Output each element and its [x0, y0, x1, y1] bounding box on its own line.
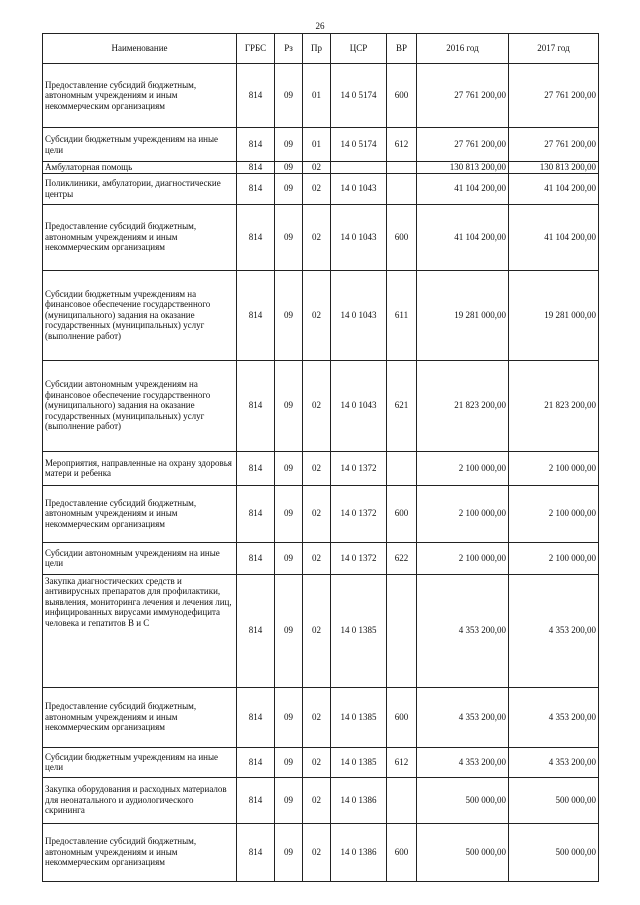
- row-amount-2016: 27 761 200,00: [417, 64, 509, 128]
- row-amount-2017: 41 104 200,00: [509, 173, 599, 204]
- row-name: Мероприятия, направленные на охрану здоровья матери и ребенка: [43, 451, 237, 485]
- row-amount-2017: 27 761 200,00: [509, 128, 599, 162]
- row-pr: 02: [303, 485, 331, 542]
- row-pr: 02: [303, 162, 331, 174]
- row-amount-2017: 500 000,00: [509, 777, 599, 823]
- row-amount-2016: 41 104 200,00: [417, 173, 509, 204]
- row-pr: 02: [303, 204, 331, 270]
- row-pr: 02: [303, 823, 331, 881]
- table-row: [43, 687, 599, 747]
- row-amount-2016: 4 353 200,00: [417, 747, 509, 777]
- column-header-vr: ВР: [387, 34, 417, 64]
- row-amount-2017: 4 353 200,00: [509, 687, 599, 747]
- row-amount-2016: 2 100 000,00: [417, 542, 509, 574]
- row-name: Предоставление субсидий бюджетным, автономным учреждениям и иным некоммерческим организациям: [43, 485, 237, 542]
- row-rz: 09: [275, 360, 303, 451]
- table-row: [43, 485, 599, 542]
- row-csr: [331, 162, 387, 174]
- row-amount-2017: 27 761 200,00: [509, 64, 599, 128]
- row-csr: 14 0 1386: [331, 823, 387, 881]
- row-vr: 600: [387, 485, 417, 542]
- row-rz: 09: [275, 485, 303, 542]
- row-grbs: 814: [237, 360, 275, 451]
- row-amount-2016: 2 100 000,00: [417, 451, 509, 485]
- row-vr: 600: [387, 687, 417, 747]
- row-grbs: 814: [237, 574, 275, 687]
- row-csr: 14 0 1043: [331, 270, 387, 360]
- row-rz: 09: [275, 574, 303, 687]
- table-row: [43, 574, 599, 687]
- row-amount-2016: 21 823 200,00: [417, 360, 509, 451]
- row-name: Субсидии автономным учреждениям на иные цели: [43, 542, 237, 574]
- row-csr: 14 0 1385: [331, 574, 387, 687]
- row-rz: 09: [275, 687, 303, 747]
- budget-table: [42, 33, 599, 882]
- column-header-name: Наименование: [43, 34, 237, 64]
- row-name: Предоставление субсидий бюджетным, автономным учреждениям и иным некоммерческим организациям: [43, 823, 237, 881]
- row-name: Предоставление субсидий бюджетным, автономным учреждениям и иным некоммерческим организациям: [43, 687, 237, 747]
- row-amount-2016: 500 000,00: [417, 777, 509, 823]
- row-amount-2016: 4 353 200,00: [417, 687, 509, 747]
- row-grbs: 814: [237, 823, 275, 881]
- row-pr: 02: [303, 747, 331, 777]
- row-csr: 14 0 1372: [331, 485, 387, 542]
- row-amount-2017: 2 100 000,00: [509, 451, 599, 485]
- row-amount-2017: 21 823 200,00: [509, 360, 599, 451]
- row-name: Поликлиники, амбулатории, диагностические центры: [43, 173, 237, 204]
- row-pr: 02: [303, 777, 331, 823]
- row-amount-2017: 2 100 000,00: [509, 485, 599, 542]
- row-name: Субсидии бюджетным учреждениям на иные цели: [43, 747, 237, 777]
- row-vr: 600: [387, 823, 417, 881]
- row-amount-2017: 130 813 200,00: [509, 162, 599, 174]
- table-row: [43, 128, 599, 162]
- row-rz: 09: [275, 173, 303, 204]
- row-csr: 14 0 1043: [331, 173, 387, 204]
- column-header-pr: Пр: [303, 34, 331, 64]
- table-row: [43, 451, 599, 485]
- row-csr: 14 0 1386: [331, 777, 387, 823]
- row-grbs: 814: [237, 542, 275, 574]
- row-name: Закупка диагностических средств и антивирусных препаратов для профилактики, выявления, мониторинга лечения и лечения лиц, инфицированных вирусами иммунодефицита человека и гепатитов В и С: [43, 574, 237, 687]
- table-row: [43, 204, 599, 270]
- row-rz: 09: [275, 64, 303, 128]
- row-grbs: 814: [237, 747, 275, 777]
- table-row: [43, 270, 599, 360]
- row-csr: 14 0 1385: [331, 687, 387, 747]
- row-amount-2017: 4 353 200,00: [509, 747, 599, 777]
- column-header-rz: Рз: [275, 34, 303, 64]
- table-row: [43, 777, 599, 823]
- row-pr: 02: [303, 173, 331, 204]
- row-grbs: 814: [237, 777, 275, 823]
- row-rz: 09: [275, 204, 303, 270]
- table-row: [43, 823, 599, 881]
- row-rz: 09: [275, 823, 303, 881]
- row-rz: 09: [275, 747, 303, 777]
- row-name: Предоставление субсидий бюджетным, автономным учреждениям и иным некоммерческим организациям: [43, 204, 237, 270]
- row-amount-2017: 4 353 200,00: [509, 574, 599, 687]
- row-grbs: 814: [237, 204, 275, 270]
- row-csr: 14 0 1043: [331, 204, 387, 270]
- row-rz: 09: [275, 542, 303, 574]
- row-amount-2017: 500 000,00: [509, 823, 599, 881]
- row-csr: 14 0 1385: [331, 747, 387, 777]
- row-vr: [387, 777, 417, 823]
- row-name: Закупка оборудования и расходных материалов для неонатального и аудиологического скрининга: [43, 777, 237, 823]
- table-header-row: [43, 34, 599, 64]
- row-amount-2016: 27 761 200,00: [417, 128, 509, 162]
- row-pr: 02: [303, 270, 331, 360]
- row-amount-2016: 500 000,00: [417, 823, 509, 881]
- row-grbs: 814: [237, 687, 275, 747]
- row-csr: 14 0 5174: [331, 64, 387, 128]
- column-header-2016: 2016 год: [417, 34, 509, 64]
- row-amount-2016: 19 281 000,00: [417, 270, 509, 360]
- column-header-2017: 2017 год: [509, 34, 599, 64]
- row-amount-2016: 130 813 200,00: [417, 162, 509, 174]
- table-row: [43, 162, 599, 174]
- row-vr: [387, 451, 417, 485]
- row-rz: 09: [275, 451, 303, 485]
- row-pr: 02: [303, 687, 331, 747]
- row-grbs: 814: [237, 485, 275, 542]
- row-vr: 612: [387, 747, 417, 777]
- column-header-grbs: ГРБС: [237, 34, 275, 64]
- row-pr: 02: [303, 360, 331, 451]
- row-amount-2017: 2 100 000,00: [509, 542, 599, 574]
- row-vr: 621: [387, 360, 417, 451]
- row-pr: 01: [303, 64, 331, 128]
- row-name: Предоставление субсидий бюджетным, автономным учреждениям и иным некоммерческим организациям: [43, 64, 237, 128]
- page-number: 26: [315, 21, 325, 31]
- row-grbs: 814: [237, 451, 275, 485]
- row-vr: 622: [387, 542, 417, 574]
- row-amount-2016: 41 104 200,00: [417, 204, 509, 270]
- row-pr: 02: [303, 451, 331, 485]
- row-grbs: 814: [237, 162, 275, 174]
- row-amount-2017: 19 281 000,00: [509, 270, 599, 360]
- row-name: Амбулаторная помощь: [43, 162, 237, 174]
- row-csr: 14 0 1043: [331, 360, 387, 451]
- row-grbs: 814: [237, 128, 275, 162]
- row-vr: 600: [387, 64, 417, 128]
- row-vr: 600: [387, 204, 417, 270]
- row-amount-2016: 4 353 200,00: [417, 574, 509, 687]
- row-name: Субсидии бюджетным учреждениям на иные цели: [43, 128, 237, 162]
- row-vr: 612: [387, 128, 417, 162]
- row-pr: 01: [303, 128, 331, 162]
- row-rz: 09: [275, 162, 303, 174]
- table-row: [43, 360, 599, 451]
- row-vr: [387, 173, 417, 204]
- row-rz: 09: [275, 777, 303, 823]
- row-vr: 611: [387, 270, 417, 360]
- table-row: [43, 747, 599, 777]
- row-vr: [387, 162, 417, 174]
- row-csr: 14 0 1372: [331, 542, 387, 574]
- row-csr: 14 0 5174: [331, 128, 387, 162]
- row-amount-2016: 2 100 000,00: [417, 485, 509, 542]
- row-grbs: 814: [237, 64, 275, 128]
- row-pr: 02: [303, 574, 331, 687]
- table-row: [43, 542, 599, 574]
- column-header-csr: ЦСР: [331, 34, 387, 64]
- row-pr: 02: [303, 542, 331, 574]
- row-amount-2017: 41 104 200,00: [509, 204, 599, 270]
- table-row: [43, 64, 599, 128]
- row-name: Субсидии бюджетным учреждениям на финансовое обеспечение государственного (муниципального) задания на оказание государственных (муниципальных) услуг (выполнение работ): [43, 270, 237, 360]
- row-rz: 09: [275, 128, 303, 162]
- table-row: [43, 173, 599, 204]
- row-rz: 09: [275, 270, 303, 360]
- row-vr: [387, 574, 417, 687]
- row-csr: 14 0 1372: [331, 451, 387, 485]
- row-name: Субсидии автономным учреждениям на финансовое обеспечение государственного (муниципального) задания на оказание государственных (муниципальных) услуг (выполнение работ): [43, 360, 237, 451]
- row-grbs: 814: [237, 270, 275, 360]
- row-grbs: 814: [237, 173, 275, 204]
